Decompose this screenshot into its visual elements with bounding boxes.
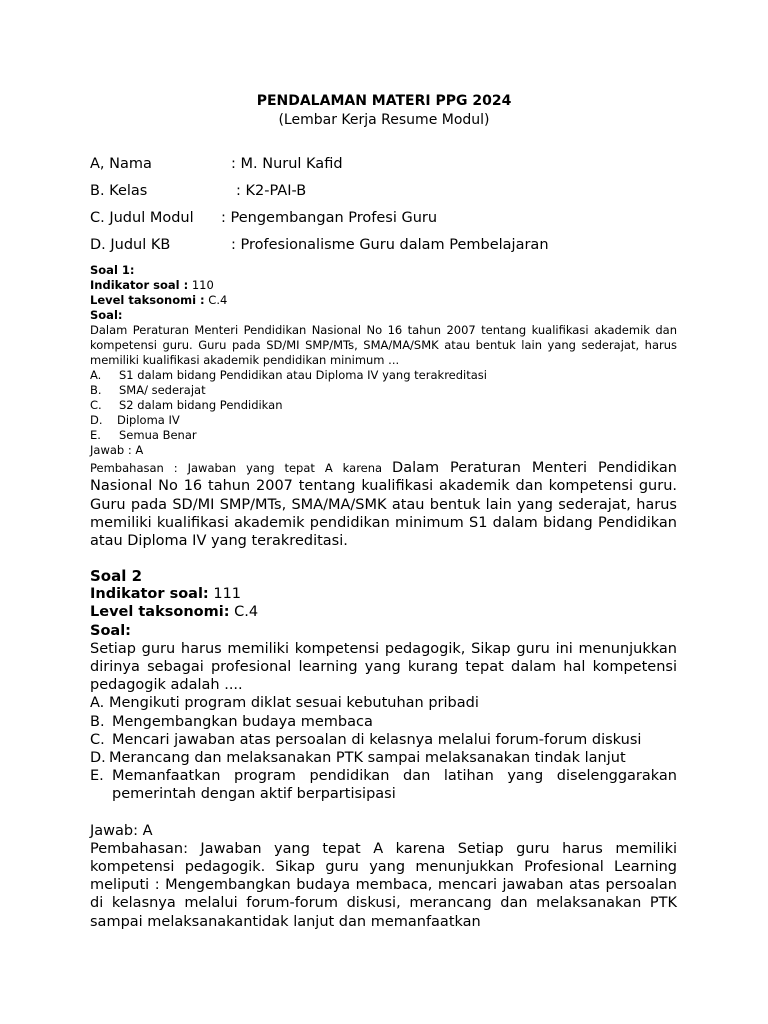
option-text: Merancang dan melaksanakan PTK sampai melaksanakan tindak lanjut <box>109 750 626 767</box>
soal-2-level <box>90 603 677 621</box>
option-letter: E. <box>90 428 101 442</box>
identity-label: C. Judul Modul <box>90 210 194 226</box>
soal-1-level <box>90 293 677 308</box>
soal-1-block <box>90 263 677 458</box>
option-text: Mengikuti program diklat sesuai kebutuhan pribadi <box>109 695 479 712</box>
soal-1-option-a <box>90 368 677 383</box>
option-letter: D. <box>90 750 106 767</box>
soal-2-option-c <box>90 731 677 749</box>
soal-1-indikator <box>90 278 677 293</box>
soal-2-option-d <box>90 749 677 767</box>
soal-2-option-e <box>90 767 677 803</box>
level-value: C.4 <box>204 293 228 307</box>
soal-1-option-d <box>90 413 677 428</box>
soal-1-heading: Soal 1: <box>90 263 135 277</box>
option-text: Semua Benar <box>119 428 197 442</box>
indikator-value: 110 <box>188 278 214 292</box>
pembahasan-body: Dalam Peraturan Menteri Pendidikan Nasional No 16 tahun 2007 tentang kualifikasi akademik dan kompetensi guru. Guru pada SD/MI SMP/MTs, SMA/MA/SMK atau bentuk lain yang sederajat, harus memiliki kualifikasi akademik pendidikan minimum S1 dalam bidang Pendidikan atau Diploma IV yang terakreditasi. <box>90 460 677 550</box>
option-letter: D. <box>90 413 103 427</box>
spacer <box>90 804 677 822</box>
option-letter: A. <box>90 695 105 712</box>
soal-2-heading: Soal 2 <box>90 567 143 585</box>
option-letter: B. <box>90 713 105 730</box>
soal-2-indikator <box>90 585 677 603</box>
level-label: Level taksonomi: <box>90 604 230 621</box>
level-value: C.4 <box>229 604 259 621</box>
indikator-value: 111 <box>208 586 242 603</box>
option-letter: C. <box>90 398 102 412</box>
soal-1-jawab: Jawab : A <box>90 443 144 457</box>
pembahasan-prefix: Pembahasan : Jawaban yang tepat A karena <box>90 461 393 475</box>
indikator-label: Indikator soal : <box>90 278 189 292</box>
indikator-label: Indikator soal: <box>90 586 209 603</box>
soal-1-option-e <box>90 428 677 443</box>
soal-1-soal-label: Soal: <box>90 308 123 322</box>
identity-label: D. Judul KB <box>90 237 171 253</box>
option-text: Mencari jawaban atas persoalan di kelasnya melalui forum-forum diskusi <box>112 731 642 748</box>
document-subtitle: (Lembar Kerja Resume Modul) <box>278 112 490 128</box>
option-letter: C. <box>90 731 105 748</box>
soal-2-option-b <box>90 713 677 731</box>
soal-1-question: Dalam Peraturan Menteri Pendidikan Nasional No 16 tahun 2007 tentang kualifikasi akademik dan kompetensi guru. Guru pada SD/MI SMP/MTs, SMA/MA/SMK atau bentuk lain yang sederajat, harus memiliki kualifikasi akademik pendidikan minimum ... <box>90 323 677 367</box>
option-letter: A. <box>90 368 102 382</box>
soal-1-pembahasan <box>90 459 677 550</box>
option-text: Mengembangkan budaya membaca <box>112 713 373 730</box>
option-text: S1 dalam bidang Pendidikan atau Diploma IV yang terakreditasi <box>119 368 487 382</box>
soal-2-pembahasan: Pembahasan: Jawaban yang tepat A karena Setiap guru harus memiliki kompetensi pedagogik. Sikap guru yang menunjukkan Profesional Learning meliputi : Mengembangkan budaya membaca, mencari jawaban atas persoalan di kelasnya melalui forum-forum diskusi, merancang dan melaksanakan PTK sampai melaksanakantidak lanjut dan memanfaatkan <box>90 840 677 930</box>
identity-value: : Profesionalisme Guru dalam Pembelajaran <box>231 237 549 253</box>
soal-2-block <box>90 567 677 931</box>
identity-label: A, Nama <box>90 156 152 172</box>
soal-2-soal-label: Soal: <box>90 622 131 639</box>
identity-value: : K2-PAI-B <box>236 183 307 199</box>
identity-value: : Pengembangan Profesi Guru <box>221 210 438 226</box>
document-title: PENDALAMAN MATERI PPG 2024 <box>256 93 512 109</box>
option-text: Memanfaatkan program pendidikan dan latihan yang diselenggarakan pemerintah dengan aktif berpartisipasi <box>112 768 677 803</box>
soal-1-option-b <box>90 383 677 398</box>
soal-2-jawab: Jawab: A <box>90 822 153 839</box>
option-letter: B. <box>90 383 102 397</box>
soal-2-question: Setiap guru harus memiliki kompetensi pedagogik, Sikap guru ini menunjukkan dirinya sebagai profesional learning yang kurang tepat dalam hal kompetensi pedagogik adalah .... <box>90 640 677 694</box>
option-text: SMA/ sederajat <box>119 383 206 397</box>
option-text: Diploma IV <box>117 413 180 427</box>
identity-value: : M. Nurul Kafid <box>231 156 343 172</box>
option-letter: E. <box>90 768 104 785</box>
level-label: Level taksonomi : <box>90 293 205 307</box>
soal-2-option-a <box>90 694 677 712</box>
identity-label: B. Kelas <box>90 183 148 199</box>
option-text: S2 dalam bidang Pendidikan <box>119 398 283 412</box>
soal-1-option-c <box>90 398 677 413</box>
